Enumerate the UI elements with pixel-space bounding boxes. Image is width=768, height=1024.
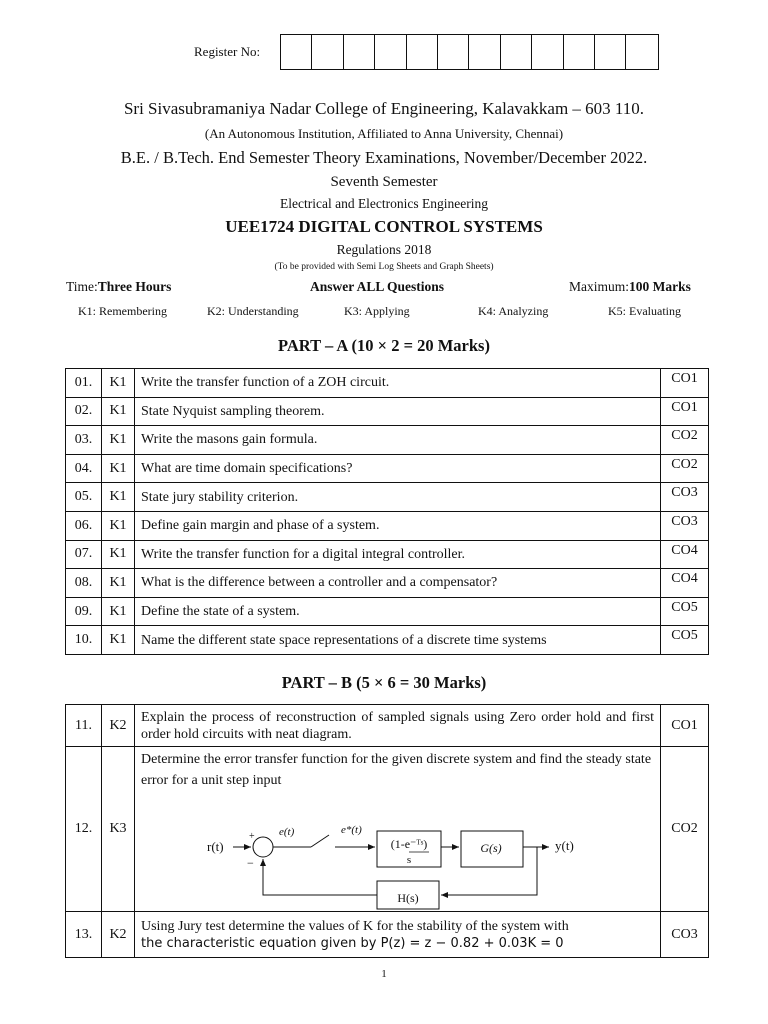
question-level: K2 [102, 705, 135, 747]
error-label: e(t) [279, 826, 295, 838]
k5-label: K5: Evaluating [608, 304, 681, 318]
question-number: 01. [66, 369, 102, 398]
question-cell [135, 912, 661, 958]
course-outcome: CO3 [661, 912, 709, 958]
question-number: 12. [66, 747, 102, 912]
minus-sign: − [247, 856, 254, 870]
course-outcome: CO1 [661, 369, 709, 398]
question-level: K1 [102, 483, 135, 512]
course-outcome: CO1 [661, 705, 709, 747]
register-digit-box[interactable] [375, 35, 406, 69]
question-number: 02. [66, 397, 102, 426]
table-row [66, 597, 709, 626]
register-digit-box[interactable] [501, 35, 532, 69]
course-outcome: CO4 [661, 540, 709, 569]
question-level: K1 [102, 397, 135, 426]
question-text: Determine the error transfer function for the given discrete system and find the steady state error for a unit step input [141, 752, 652, 788]
sheets-note: (To be provided with Semi Log Sheets and Graph Sheets) [274, 262, 494, 272]
regulations: Regulations 2018 [336, 242, 432, 257]
table-row [66, 369, 709, 398]
max-label: Maximum: [569, 279, 629, 294]
course-outcome: CO2 [661, 454, 709, 483]
question-text: Using Jury test determine the values of K for the stability of the system with [141, 918, 569, 934]
register-label: Register No: [194, 44, 261, 59]
question-text: Write the transfer function for a digital integral controller. [135, 540, 661, 569]
table-row [66, 397, 709, 426]
register-number-boxes[interactable] [280, 34, 659, 70]
register-digit-box[interactable] [469, 35, 500, 69]
time-info [66, 279, 171, 295]
question-text: Write the masons gain formula. [135, 426, 661, 455]
table-row [66, 626, 709, 655]
output-label: y(t) [555, 838, 574, 853]
input-label: r(t) [207, 839, 224, 854]
register-digit-box[interactable] [438, 35, 469, 69]
course-outcome: CO2 [661, 426, 709, 455]
course-outcome: CO5 [661, 626, 709, 655]
question-text: State jury stability criterion. [135, 483, 661, 512]
plus-sign: + [249, 831, 255, 842]
time-value: Three Hours [97, 279, 172, 294]
table-row [66, 540, 709, 569]
question-level: K3 [102, 747, 135, 912]
question-text-equation: the characteristic equation given by P(z) = z − 0.82 + 0.03K = 0 [141, 935, 564, 951]
table-row [66, 705, 709, 747]
block-diagram [141, 791, 654, 911]
max-value: 100 Marks [629, 279, 691, 294]
sampled-label: e*(t) [341, 824, 362, 836]
semester: Seventh Semester [330, 174, 438, 190]
question-text: State Nyquist sampling theorem. [135, 397, 661, 426]
plant-label: G(s) [480, 841, 502, 855]
question-number: 06. [66, 511, 102, 540]
table-row [66, 511, 709, 540]
exam-title: B.E. / B.Tech. End Semester Theory Examinations, November/December 2022. [120, 148, 648, 167]
course-outcome: CO3 [661, 511, 709, 540]
question-number: 07. [66, 540, 102, 569]
question-number: 05. [66, 483, 102, 512]
course-outcome: CO3 [661, 483, 709, 512]
question-number: 11. [66, 705, 102, 747]
question-text: Write the transfer function of a ZOH circuit. [135, 369, 661, 398]
feedback-path-out [263, 859, 377, 895]
course-outcome: CO1 [661, 397, 709, 426]
course-title: UEE1724 DIGITAL CONTROL SYSTEMS [225, 217, 543, 236]
course-outcome: CO2 [661, 747, 709, 912]
question-level: K2 [102, 912, 135, 958]
register-digit-box[interactable] [532, 35, 563, 69]
register-digit-box[interactable] [407, 35, 438, 69]
question-number: 08. [66, 569, 102, 598]
course-outcome: CO4 [661, 569, 709, 598]
college-name: Sri Sivasubramaniya Nadar College of Engineering, Kalavakkam – 603 110. [123, 99, 645, 118]
table-row [66, 426, 709, 455]
k3-label: K3: Applying [344, 304, 410, 318]
question-text: Explain the process of reconstruction of sampled signals using Zero order hold and first order hold circuits with neat diagram. [135, 705, 661, 747]
question-level: K1 [102, 626, 135, 655]
question-cell [135, 747, 661, 912]
zoh-denominator: s [406, 854, 412, 866]
feedback-label: H(s) [397, 891, 419, 905]
course-outcome: CO5 [661, 597, 709, 626]
question-number: 09. [66, 597, 102, 626]
department: Electrical and Electronics Engineering [279, 196, 489, 211]
part-b-title: PART – B (5 × 6 = 30 Marks) [281, 673, 487, 692]
question-text: What are time domain specifications? [135, 454, 661, 483]
sampler-switch [311, 835, 329, 847]
k2-label: K2: Understanding [207, 304, 299, 318]
question-text: What is the difference between a controller and a compensator? [135, 569, 661, 598]
question-number: 10. [66, 626, 102, 655]
table-row [66, 747, 709, 912]
question-level: K1 [102, 426, 135, 455]
page-number: 1 [381, 968, 387, 980]
table-row [66, 569, 709, 598]
register-digit-box[interactable] [626, 35, 657, 69]
time-label: Time: [66, 279, 98, 294]
summing-junction [253, 837, 273, 857]
k4-label: K4: Analyzing [478, 304, 549, 318]
question-level: K1 [102, 454, 135, 483]
question-level: K1 [102, 540, 135, 569]
question-text: Name the different state space representations of a discrete time systems [135, 626, 661, 655]
k1-label: K1: Remembering [78, 304, 167, 318]
part-a-title: PART – A (10 × 2 = 20 Marks) [278, 336, 490, 355]
affiliation: (An Autonomous Institution, Affiliated to Anna University, Chennai) [204, 126, 564, 141]
block-diagram-svg [141, 791, 655, 911]
table-row [66, 454, 709, 483]
part-b-table [65, 704, 709, 958]
register-digit-box[interactable] [564, 35, 595, 69]
question-text: Define gain margin and phase of a system. [135, 511, 661, 540]
register-digit-box[interactable] [312, 35, 343, 69]
question-level: K1 [102, 569, 135, 598]
question-number: 03. [66, 426, 102, 455]
question-number: 13. [66, 912, 102, 958]
question-text: Define the state of a system. [135, 597, 661, 626]
instruction: Answer ALL Questions [310, 279, 445, 294]
question-level: K1 [102, 369, 135, 398]
zoh-numerator: (1-e⁻ᵀˢ) [390, 837, 428, 851]
question-level: K1 [102, 597, 135, 626]
table-row [66, 912, 709, 958]
question-level: K1 [102, 511, 135, 540]
register-digit-box[interactable] [281, 35, 312, 69]
register-digit-box[interactable] [595, 35, 626, 69]
table-row [66, 483, 709, 512]
part-a-table [65, 368, 709, 655]
register-digit-box[interactable] [344, 35, 375, 69]
question-number: 04. [66, 454, 102, 483]
max-marks [569, 279, 691, 295]
